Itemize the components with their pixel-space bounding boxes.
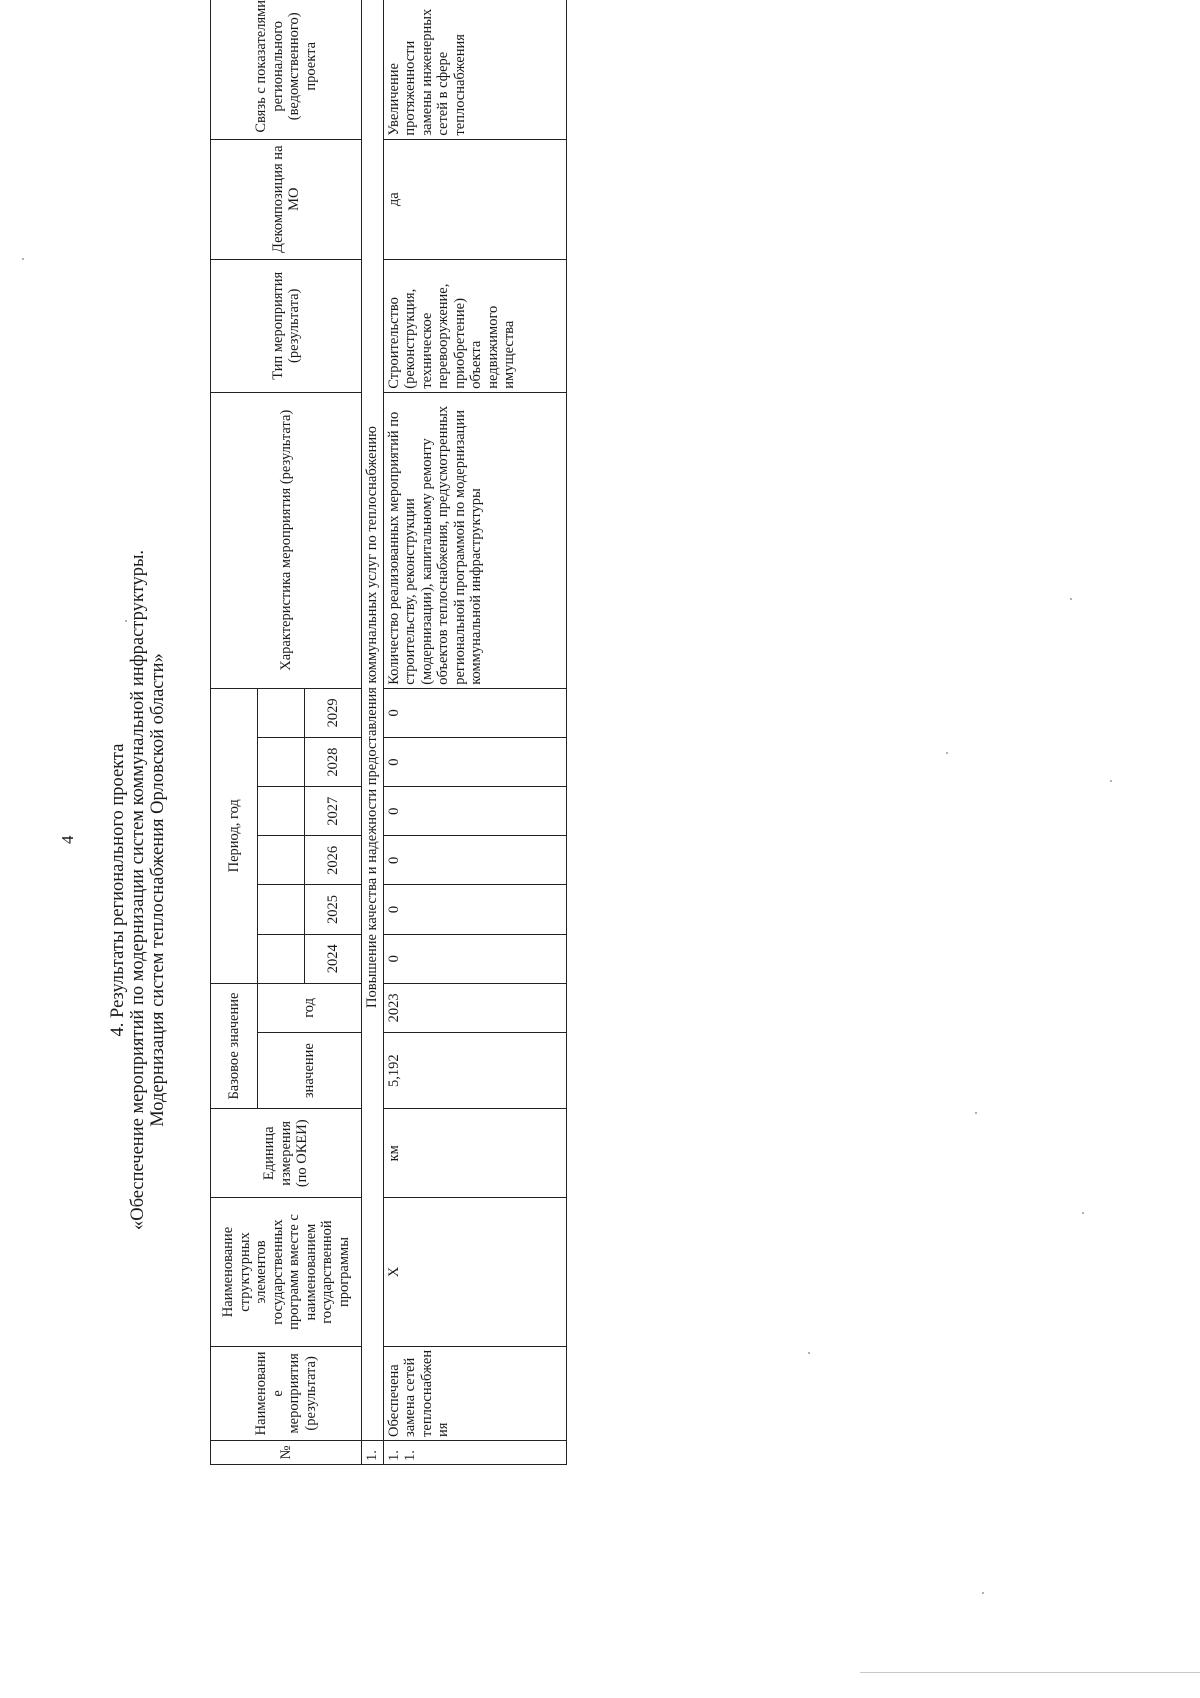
section-title: Повышение качества и надежности предоставления коммунальных услуг по теплоснабжению bbox=[362, 0, 384, 1440]
header-name: Наименование мероприятия (результата) bbox=[211, 1346, 362, 1440]
header-year-2027: 2027 bbox=[305, 787, 362, 836]
scan-speck bbox=[1070, 598, 1072, 600]
header-year-cell bbox=[258, 885, 305, 934]
page-number: 4 bbox=[58, 835, 77, 844]
row-base-value: 5,192 bbox=[383, 1032, 566, 1108]
scan-speck bbox=[808, 1352, 810, 1354]
row-type: Строительство (реконструкция, техническое перевооружение, приобретение) объекта недвижимого имущества bbox=[383, 259, 566, 392]
row-link: Увеличение протяженности замены инженерных сетей в сфере теплоснабжения bbox=[383, 0, 566, 139]
header-type: Тип мероприятия (результата) bbox=[211, 259, 362, 392]
scan-speck bbox=[125, 620, 127, 622]
header-row-1 bbox=[211, 0, 258, 1465]
row-value-2026: 0 bbox=[383, 836, 566, 885]
header-link: Связь с показателями регионального (ведомственного) проекта bbox=[211, 0, 362, 139]
header-characteristic: Характеристика мероприятия (результата) bbox=[211, 392, 362, 688]
title-line-1: 4. Результаты регионального проекта bbox=[108, 743, 128, 1037]
scan-speck bbox=[975, 1112, 977, 1114]
header-base: Базовое значение bbox=[211, 983, 258, 1109]
header-year-2024: 2024 bbox=[305, 934, 362, 983]
table-row bbox=[383, 0, 566, 1465]
row-unit: км bbox=[383, 1109, 566, 1198]
header-period: Период, год bbox=[211, 688, 258, 983]
header-base-year: год bbox=[258, 983, 362, 1032]
row-characteristic: Количество реализованных мероприятий по строительству, реконструкции (модернизации), капитальному ремонту объектов теплоснабжения, предусмотренных региональной программой по модернизации коммунальной инфраструктуры bbox=[383, 392, 566, 688]
row-value-2028: 0 bbox=[383, 738, 566, 787]
row-decomposition: да bbox=[383, 139, 566, 259]
scan-speck bbox=[1082, 1212, 1084, 1214]
row-structural: Х bbox=[383, 1198, 566, 1347]
header-year-cell bbox=[258, 688, 305, 737]
header-year-2029: 2029 bbox=[305, 688, 362, 737]
section-num: 1. bbox=[362, 1440, 384, 1464]
header-decomposition: Декомпозиция на МО bbox=[211, 139, 362, 259]
row-base-year: 2023 bbox=[383, 983, 566, 1032]
scan-speck bbox=[946, 752, 948, 754]
header-year-cell bbox=[258, 787, 305, 836]
row-value-2024: 0 bbox=[383, 934, 566, 983]
section-row bbox=[362, 0, 384, 1465]
header-unit: Единица измерения (по ОКЕИ) bbox=[211, 1109, 362, 1198]
document-title bbox=[108, 90, 168, 1690]
row-name: Обеспечена замена сетей теплоснабжения bbox=[383, 1346, 566, 1440]
header-year-2026: 2026 bbox=[305, 836, 362, 885]
results-table bbox=[210, 0, 567, 1465]
header-year-cell bbox=[258, 738, 305, 787]
header-year-2025: 2025 bbox=[305, 885, 362, 934]
header-year-cell bbox=[258, 934, 305, 983]
scan-edge-line bbox=[860, 1672, 1200, 1673]
header-base-value: значение bbox=[258, 1032, 362, 1108]
row-value-2025: 0 bbox=[383, 885, 566, 934]
row-value-2029: 0 bbox=[383, 688, 566, 737]
row-num: 1.1. bbox=[383, 1440, 566, 1464]
scan-speck bbox=[22, 258, 24, 260]
header-year-2028: 2028 bbox=[305, 738, 362, 787]
header-num: № bbox=[211, 1440, 362, 1464]
row-value-2027: 0 bbox=[383, 787, 566, 836]
header-year-cell bbox=[258, 836, 305, 885]
title-line-2: «Обеспечение мероприятий по модернизации систем коммунальной инфраструктуры. bbox=[128, 549, 148, 1231]
title-line-3: Модернизация систем теплоснабжения Орловской области» bbox=[148, 653, 168, 1127]
header-structural: Наименование структурных элементов государственных программ вместе с наименованием государственной программы bbox=[211, 1198, 362, 1347]
scan-speck bbox=[982, 1592, 984, 1594]
scan-speck bbox=[1110, 780, 1112, 782]
